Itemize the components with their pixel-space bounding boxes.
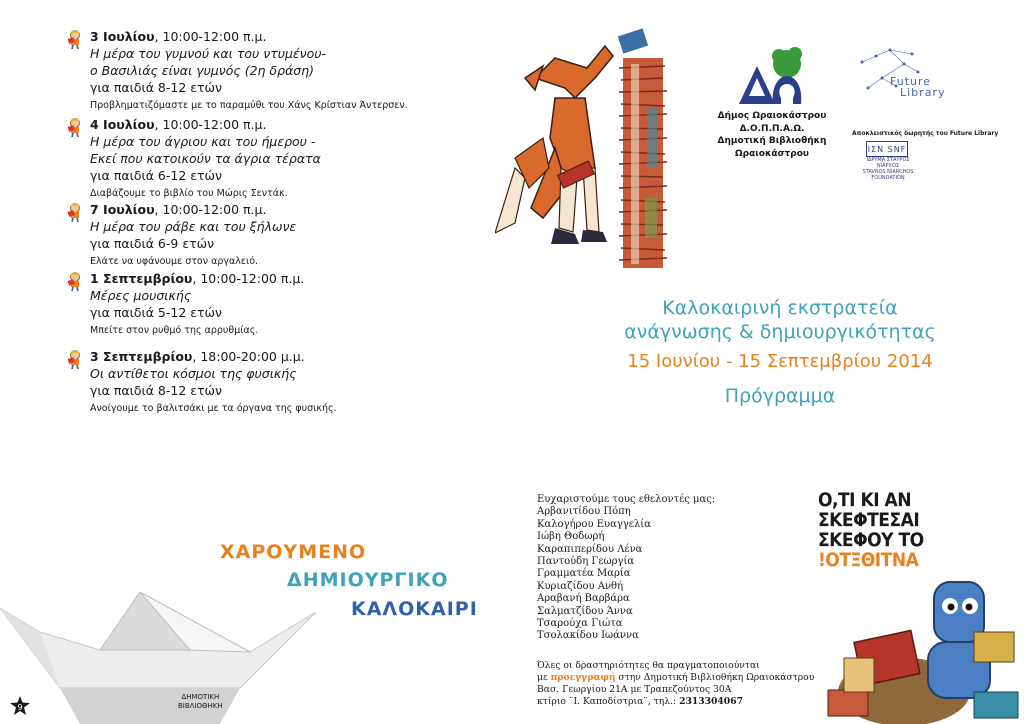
campaign-title-line2: ανάγνωσης & δημιουργικότητας — [624, 321, 936, 343]
volunteer-name: Κυριαζίδου Ανθή — [537, 580, 624, 592]
dimos-oraiokastrou-logo — [735, 46, 810, 110]
event-date-time: 1 Σεπτεμβρίου, 10:00-12:00 π.μ. — [90, 271, 305, 286]
campaign-dates: 15 Ιουνίου - 15 Σεπτεμβρίου 2014 — [627, 351, 933, 372]
page-number: 9 — [17, 703, 23, 712]
child-reading-icon — [66, 202, 84, 222]
page-number-star-icon — [10, 696, 30, 716]
event-title-line: Η μέρα του γυμνού και του ντυμένου- — [90, 46, 327, 61]
event-title-line: ο Βασιλιάς είναι γυμνός (2η δράση) — [90, 63, 314, 78]
snf-foundation-text: ΙΔΡΥΜΑ ΣΤΑΥΡΟΣ ΝΙΑΡΧΟΣ STAVROS NIARCHOS FOUNDATION — [862, 157, 914, 181]
slogan-word-1: ΧΑΡΟΥΜΕΝΟ — [220, 541, 367, 563]
paper-boat-illustration — [0, 592, 320, 724]
volunteer-name: Αρβανιτίδου Πόπη — [537, 506, 631, 518]
event-note: Ελάτε να υφάνουμε στον αργαλειό. — [90, 256, 259, 267]
volunteer-name: Τσαρούχα Γιώτα — [537, 618, 623, 630]
campaign-title-block — [560, 296, 1000, 408]
volunteers-thanks — [537, 494, 715, 643]
program-heading: Πρόγραμμα — [724, 385, 836, 407]
event-ages: για παιδιά 6-9 ετών — [90, 236, 215, 251]
registration-info: Όλες οι δραστηριότητες θα πραγματοποιούνται με προεγγραφή στην Δημοτική Βιβλιοθήκη Ωραιοκάστρου Βασ. Γεωργίου 21Α με Τραπεζούντος 30Α κτίριο ¨Ι. Καποδίστρια¨, τηλ.: 2313304067 — [537, 660, 815, 707]
volunteer-name: Σαλματζίδου Άννα — [537, 605, 633, 617]
child-reading-icon — [66, 349, 84, 369]
volunteer-name: Καλογήρου Ευαγγελία — [537, 518, 651, 530]
slogan-word-3: ΚΑΛΟΚΑΙΡΙ — [351, 598, 478, 620]
event-title-line: Η μέρα του άγριου και του ήμερου - — [90, 134, 316, 149]
event-ages: για παιδιά 6-12 ετών — [90, 168, 223, 183]
slogan-word-2: ΔΗΜΙΟΥΡΓΙΚΟ — [287, 569, 449, 591]
volunteer-name: Ιώβη Θοδωρή — [537, 531, 605, 543]
volunteer-name: Καραπιπερίδου Λένα — [537, 543, 643, 555]
volunteer-names — [537, 506, 715, 642]
future-library-caption: Αποκλειστικός δωρητής του Future Library — [852, 130, 999, 137]
event-date-time: 7 Ιουλίου, 10:00-12:00 π.μ. — [90, 202, 267, 217]
book-stack-icon — [618, 28, 667, 268]
boat-caption: ΔΗΜΟΤΙΚΗ ΒΙΒΛΙΟΘΗΚΗ — [178, 693, 223, 710]
oti-ki-an-slogan: Ο,ΤΙ ΚΙ ΑΝ ΣΚΕΦΤΕΣΑΙ ΣΚΕΦΟΥ ΤΟ !ΟΤΞΘΙΤΝΑ — [818, 489, 924, 571]
event-note: Προβληματιζόμαστε με το παραμύθι του Χάνς Κρίστιαν Άντερσεν. — [90, 100, 408, 111]
event-date-time: 3 Ιουλίου, 10:00-12:00 π.μ. — [90, 29, 267, 44]
event-title-line: Εκεί που κατοικούν τα άγρια τέρατα — [90, 151, 321, 166]
event-ages: για παιδιά 8-12 ετών — [90, 383, 223, 398]
volunteer-name: Παντούδη Γεωργία — [537, 556, 635, 568]
child-reading-icon — [66, 29, 84, 49]
event-title-line: Οι αντίθετοι κόσμοι της φυσικής — [90, 366, 297, 381]
child-reading-icon — [66, 271, 84, 291]
event-date-time: 4 Ιουλίου, 10:00-12:00 π.μ. — [90, 117, 267, 132]
event-ages: για παιδιά 8-12 ετών — [90, 80, 223, 95]
fox-with-books-illustration — [495, 18, 685, 270]
event-note: Μπείτε στον ρυθμό της αρρυθμίας. — [90, 325, 259, 336]
volunteer-name: Γραμματέα Μαρία — [537, 568, 631, 580]
volunteer-name: Αραβανή Βαρβάρα — [537, 593, 630, 605]
event-title-line: Μέρες μουσικής — [90, 288, 192, 303]
event-note: Ανοίγουμε το βαλιτσάκι με τα όργανα της φυσικής. — [90, 403, 337, 414]
event-ages: για παιδιά 5-12 ετών — [90, 305, 223, 320]
dimos-logo-text: Δήμος Ωραιοκάστρου Δ.Ο.Π.Π.Α.Ω. Δημοτική Βιβλιοθήκη Ωραιοκάστρου — [717, 111, 827, 159]
snf-badge: ΙΣΝ SNF — [866, 141, 908, 157]
thanks-heading: Ευχαριστούμε τους εθελοντές μας: — [537, 494, 716, 505]
reading-monster-illustration — [824, 572, 1024, 724]
event-title-line: Η μέρα του ράβε και του ξήλωνε — [90, 219, 297, 234]
phone-number: 2313304067 — [679, 696, 743, 707]
future-library-wordmark: Future Library — [890, 75, 946, 99]
event-note: Διαβάζουμε το βιβλίο του Μώρις Σεντάκ. — [90, 188, 288, 199]
campaign-title-line1: Καλοκαιρινή εκστρατεία — [662, 297, 898, 319]
fox-icon — [495, 46, 613, 244]
volunteer-name: Τσολακίδου Ιωάννα — [537, 630, 639, 642]
child-reading-icon — [66, 117, 84, 137]
event-date-time: 3 Σεπτεμβρίου, 18:00-20:00 μ.μ. — [90, 349, 305, 364]
